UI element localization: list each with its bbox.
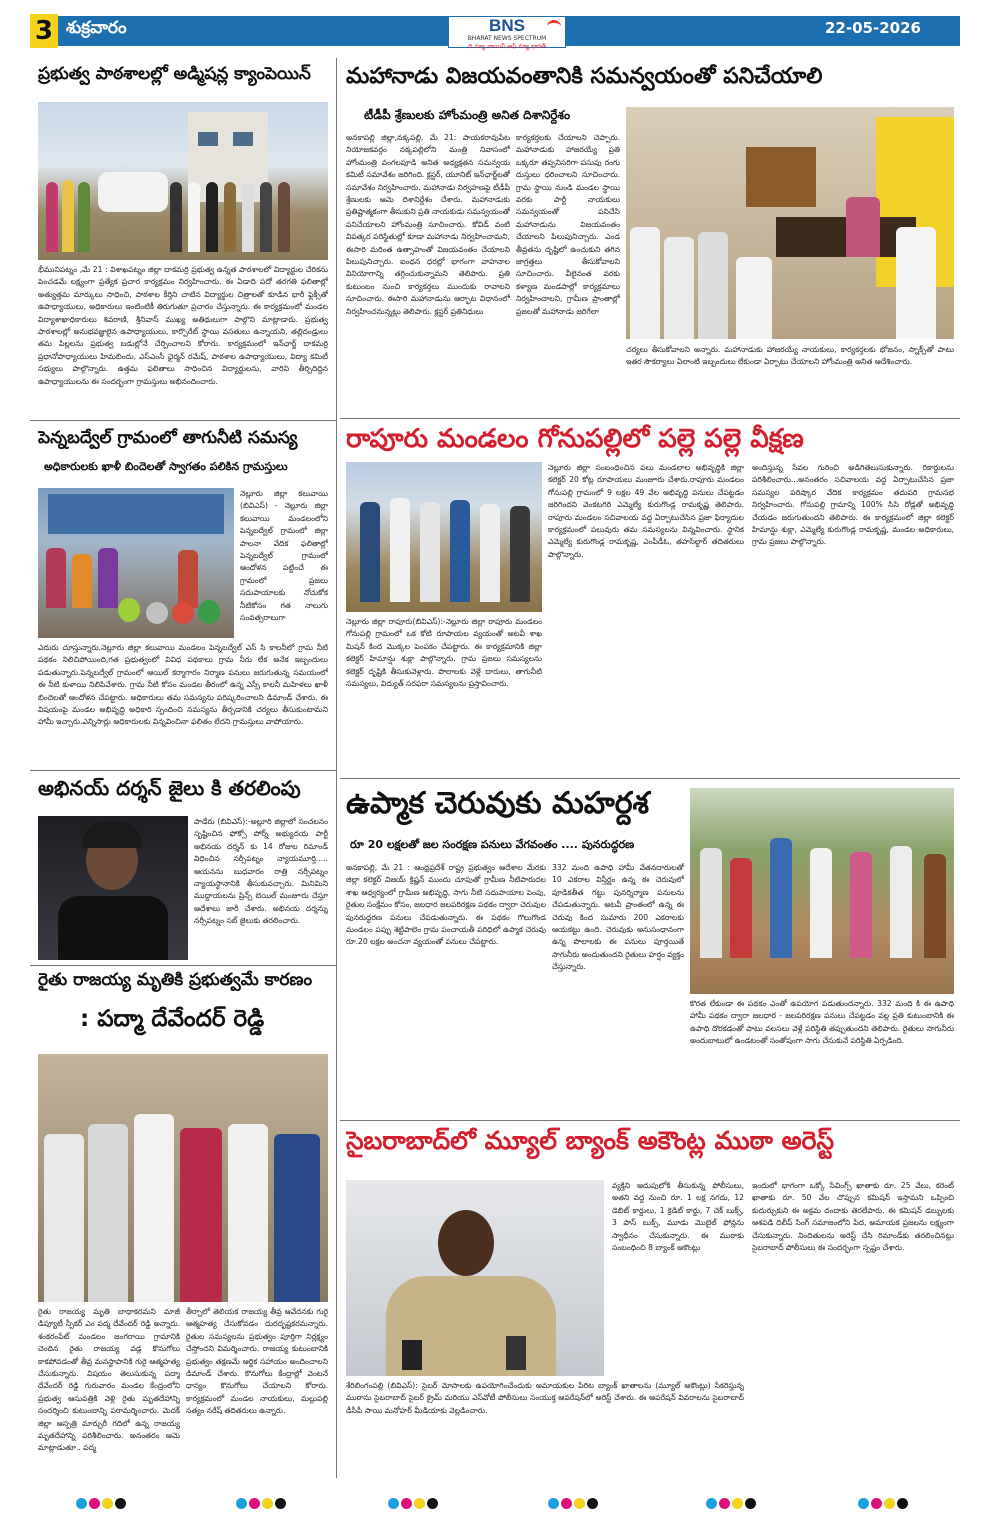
- article-admissions-body: భీమునిపట్నం ,మే 21 : విశాఖపట్నం జిల్లా దాకమర్రి ప్రభుత్వ ఉన్నత పాఠశాలలో విద్యార్థుల చేరికను పెంచడమే లక్ష్యంగా ప్రత్యేక ప్రచార కార్యక్రమం నిర్వహించారు. ఈ ఏడాది పదో తరగతి ఫలితాల్లో అత్యుత్తమ మార్కులు సాధించి, పాఠశాల కీర్తిని చాటిన విద్యార్థుల చిత్రాలతో కూడిన భారీ ఫ్లెక్సీతో ఉపాధ్యాయులు, అధికారులు ఇంటింటికీ తిరుగుతూ ప్రచారం చేస్తున్నారు. ఈ కార్యక్రమంలో మండల విద్యాశాఖాధికారులు శివరాణి, శ్రీనివాస్ ముఖ్య అతిథులుగా పాల్గొని మాట్లాడారు. ప్రభుత్వ పాఠశాలల్లో అనుభవజ్ఞులైన ఉపాధ్యాయులు, కార్పొరేట్ స్థాయి వసతులు ఉన్నాయని, తల్లిదండ్రులు తమ పిల్లలను ప్రభుత్వ బడుల్లోనే చేర్పించాలని కోరారు. కార్యక్రమంలో ఇన్‌ఛార్జ్ దాకమర్రి ప్రధానోపాధ్యాయులు హిమబిందు, ఎస్‌ఎంసీ ఛైర్మన్ రమేష్, పాఠశాల ఉపాధ్యాయులు, విద్యా కమిటీ సభ్యులు పాల్గొన్నారు. ఉత్తమ ఫలితాలు సాధించిన విద్యార్థులను, వారిని తీర్చిదిద్దిన ఉపాధ్యాయులను ఈ సందర్భంగా గ్రామస్తులు అభినందించారు.: [38, 265, 328, 386]
- photo-empty-pots-protest: [38, 488, 234, 638]
- logo-tagline: BHARAT NEWS SPECTRUM: [467, 35, 547, 42]
- registration-mark: [236, 1494, 292, 1508]
- headline-mahanadu: మహానాడు విజయవంతానికి సమన్వయంతో పనిచేయాలి: [346, 64, 823, 89]
- article-mahanadu-col2: కార్యకర్తలకు చేయాలని చెప్పారు. మహానాడుకు హాజరయ్యే ప్రతి ఒక్కరూ తప్పనిసరిగా పసుపు రంగు దుస్తులు ధరించాలని సూచించారు. గ్రామ స్థాయి నుండి మండల స్థాయి వరకు పార్టీ నాయకులు సమన్వయంతో పనిచేసి మహానాడును విజయవంతం చేయాలని పిలుపునిచ్చారు. ఎండ తీవ్రతను దృష్టిలో ఉంచుకుని తగిన జాగ్రత్తలు తీసుకోవాలని సూచించారు. వీలైనంత వరకు కళ్యాణ మండపాల్లో కార్యక్రమాలు నిర్వహించాలని, గ్రామీణ ప్రాంతాల్లో ప్రజలతో మహానాడు జరిగేలా: [516, 133, 620, 316]
- portrait-shirt: [58, 896, 168, 960]
- section-divider: [30, 420, 336, 421]
- registration-mark: [706, 1494, 762, 1508]
- microphone-icon: [506, 1336, 526, 1370]
- section-divider: [340, 1120, 960, 1121]
- article-cyberabad-col1: శేరిలింగంపల్లి (బివిఎస్): సైబర్ మోసాలకు ఉపయోగించేందుకు అమాయకుల పేరిట బ్యాంక్ ఖాతాలను (మ్యూల్ అకౌంట్లు) సేకరిస్తున్న ముఠాను సైబరాబాద్ సైబర్ క్రైమ్ మరియు ఎస్‌వోటీ పోలీసులు సంయుక్త ఆపరేషన్‌లో అరెస్ట్ చేశారు. ఈ ఆపరేషన్ వివరాలను సైబరాబాద్ డీసీపీ సాయి మనోహర్ మీడియాకు వెల్లడించారు.: [346, 1381, 744, 1415]
- headline-farmer-death: రైతు రాజయ్య మృతికి ప్రభుత్వమే కారణం: [38, 970, 313, 990]
- article-abhinay-body: పాడేరు (బివిఎస్):-అల్లూరి జిల్లాలో సంచలనం సృష్టించిన ఫోక్సో పోర్న్ అభ్యుదయ పార్టీ అభినయ దర్శన్ కు 14 రోజుల రిమాండ్ విధించిన నర్సీపట్నం న్యాయమూర్తి..... ఆయనను బుధవారం రాత్రి నర్సీపట్నం న్యాయస్థానానికి తీసుకువచ్చారు. మినిమిని ముద్దాయలను ప్రిన్స్ బెయిల్ మంజూరు చేస్తూ ఆదేశాలు జారీ చేశారు. అభినయ దర్శన్ను నర్సీపట్నం సబ్ జైలుకు తరలించారు.: [194, 817, 328, 926]
- logo-text: BNS: [489, 16, 525, 35]
- subhead-upmaka-tank: రూ 20 లక్షలతో జల సంరక్షణ పనులు వేగవంతం .... పునరుద్ధరణ: [350, 838, 635, 851]
- photo-school-campaign: [38, 102, 328, 260]
- article-water-body: ఎదురు చూస్తున్నారు,నెల్లూరు జిల్లా కలువాయి మండలం పెన్నబద్వేల్ ఎస్ సి కాలనీలో గ్రామ నీటి పథకం నిలిచిపోయింది,గత ప్రభుత్వంలో వివిధ పథకాలు గ్రామ నీరు లేక అనేక ఇబ్బందులు పడుతున్నారు.పెన్నబద్వేల్ గ్రామంలో ఆయిల్ కర్మాగారం నిర్మాణ పనులు జరుగుతున్న సమయంలో ఈ నీటి కుళాయి నిలిపివేశారు. గ్రామ నీటి కోసం మండల తీరంలో ఉన్న ఎస్సీ కాలనీ మహిళలు ఖాళీ బిందెలతో ఆందోళన చేపట్టారు. అధికారులు తమ సమస్యను పరిష్కరించాలని డిమాండ్ చేశారు. ఈ విషయంపై మండల అభివృద్ధి అధికారి స్పందించి సమస్యను తీర్చడానికి చర్యలు తీసుకుంటామని హామీ ఇచ్చారు.ఎన్నిసార్లు అధికారులకు విన్నవించినా ఫలితం లేదని గ్రామస్తులు వాపోయారు.: [38, 643, 328, 727]
- officer-head: [438, 1210, 494, 1276]
- subhead-mahanadu: టీడీపీ శ్రేణులకు హోంమంత్రి అనిత దిశానిర్దేశం: [364, 108, 571, 122]
- car: [98, 172, 168, 212]
- registration-mark: [548, 1494, 604, 1508]
- photo-rapur-inspection: [346, 462, 542, 612]
- article-mahanadu-col3: చర్యలు తీసుకోవాలని అన్నారు. మహానాడుకు హాజరయ్యే నాయకులు, కార్యకర్తలకు భోజనం, స్నాక్స్‌తో పాటు ఇతర సౌకర్యాలు ఏలాంటి ఇబ్బందులు లేకుండా ఏర్పాటు చేయాలని హోంమంత్రి అనిత ఆదేశించారు.: [626, 345, 954, 367]
- subhead-water-problem: అధికారులకు ఖాళీ బిందెలతో స్వాగతం పలికిన గ్రామస్తులు: [44, 460, 288, 473]
- water-pot: [172, 602, 194, 624]
- headline-admissions: ప్రభుత్వ పాఠశాలల్లో అడ్మిషన్ల క్యాంపెయిన్: [38, 64, 311, 84]
- subhead-farmer-death: : పద్మా దేవేందర్ రెడ్డి: [80, 1006, 265, 1032]
- article-upmaka-col1: అనకాపల్లి, మే 21 : ఆంధ్రప్రదేశ్ రాష్ట్ర ప్రభుత్వం ఆదేశాల మేరకు జిల్లా కలెక్టర్ విజయ్ క్రిష్ణన్ ముందు చూపుతో గ్రామీణ నీటిపారుదల శాఖ ఆధ్వర్యంలో గ్రామీణ అభివృద్ధి, సాగు నీటి సదుపాయాల పెంపు, రైతుల సంక్షేమం కోసం, జలధార జలపరిరక్షణ పథకం ద్వారా చెరువుల పునరుద్ధరణ పనులు చేపడుతున్నారు. ఈ పథకం గొలుగొండ మండలం పప్పు శెట్టిపాలెం గ్రామ పంచాయతీ పరిధిలో ఉప్మాక చెరువు రూ.20 లక్షల అంచనా వ్యయంతో పనులు చేపట్టారు.: [346, 863, 546, 947]
- article-mahanadu-col1: అనకాపల్లి జిల్లా,నక్కపల్లి, మే 21: పాయకరావుపేట నియోజకవర్గం నక్కపల్లిలోని మంత్రి నివాసంలో హోంమంత్రి వంగలపూడి అనిత అధ్యక్షతన సమన్వయ కమిటీ సమావేశం జరిగింది. క్లస్టర్, యూనిట్ ఇన్‌ఛార్జ్‌లతో సమావేశం నిర్వహించారు. మహానాడు నిర్వహణపై టీడీపీ శ్రేణులకు ఆమె దిశానిర్దేశం చేశారు. మహానాడుకు ప్రతిష్టాత్మకంగా తీసుకుని ప్రతి నాయకుడు సమన్వయంతో పనిచేయాలని హోంమంత్రి సూచించారు. కోవిడ్ వంటి విపత్కర పరిస్థితుల్లో కూడా మహానాడు నిర్వహించామని, ఈసారి మరింత ఉత్సాహంతో విజయవంతం చేయాలని పిలుపునిచ్చారు. ఐంధన ధరల్లో భాగంగా వాహనాల వినియోగాన్ని తగ్గించుకున్నామని తెలిపారు. ప్రతి కుటుంబం నుంచి కార్యకర్తలు ముందుకు రావాలని సూచించారు. ఈసారి మహానాడును ఆర్భాట విధానంలో నిర్వహించనున్నట్లు తెలిపారు. క్లస్టర్ ప్రతినిధులు: [346, 133, 510, 316]
- section-divider: [340, 778, 960, 779]
- article-rapur-col3: అందిస్తున్న సేవల గురించి అడిగితెలుసుకున్నారు. రికార్డులను పరిశీలించారు...అనంతరం సచివాలయ వద్ద ఏర్పాటుచేసిన ప్రజా సమస్యల పరిష్కార వేదిక కార్యక్రమం తదుపరి గ్రామసభ నిర్వహించారు. గోనుపల్లి గ్రామాన్ని 100% సిసి రోడ్లతో అభివృద్ధి చేయడం జరుగుతుందని తెలిపారు. ఈ కార్యక్రమంలో జిల్లా కలెక్టర్ హిమాన్షు శుక్లా, ఎమ్మెల్యే కురుగొండ్ల రామకృష్ణ, మండల అధికారులు, గ్రామ ప్రజలు పాల్గొన్నారు.: [752, 463, 954, 547]
- column-divider: [336, 58, 337, 1478]
- water-pot: [198, 600, 220, 624]
- article-rapur-col1: నెల్లూరు జిల్లా రాపూరు(బివిఎస్):-నెల్లూరు జిల్లా రాపూరు మండలం గోనుపల్లి గ్రామంలో ఒక కోటి రూపాయల వ్యయంతో అటవీ శాఖ మిషన్ కింద మొక్కల పెంపకం చేపట్టారు. ఈ కార్యక్రమానికి జిల్లా కలెక్టర్ హిమాన్షు శుక్లా పాల్గొన్నారు. గ్రామ ప్రజలు సమస్యలను కలెక్టర్ దృష్టికి తీసుకువెళ్లారు. పొలాలకు వెళ్లే దారులు, తాగునీటి సమస్యలు, విద్యుత్ సరఫరా సమస్యలను ప్రస్తావించారు.: [346, 617, 542, 689]
- headline-rapur: రాపూరు మండలం గోనుపల్లిలో పల్లె పల్లె వీక్షణ: [346, 424, 804, 454]
- headline-cyberabad: సైబరాబాద్‌లో మ్యూల్ బ్యాంక్ అకౌంట్ల ముఠా అరెస్ట్: [346, 1126, 835, 1155]
- logo-swoosh-icon: [547, 20, 561, 33]
- woman-saree: [180, 1128, 222, 1302]
- article-upmaka-col3: కొరత లేకుండా ఈ పథకం ఎంతో ఉపయోగ పడుతుందన్నారు. 332 మంది కి ఈ ఉపాధి హామీ పథకం ద్వారా జలధార - జలపరిరక్షణ పనులు చేపట్టడం వల్ల ప్రతి కుటుంబానికి ఈ ఉపాధి దొరకడంతో పాటు వలసలు వెళ్లే పరిస్థితి తప్పుతుందని తెలిపారు. రైతులు సాగునీరు అందుబాటులో ఉండటంతో సంతోషంగా సాగు చేసుకునే పరిస్థితి ఏర్పడింది.: [690, 999, 954, 1046]
- photo-police-press-meet: [346, 1180, 604, 1376]
- registration-mark: [76, 1494, 132, 1508]
- logo-subline: ది న్యూ వాయిస్ ఆఫ్ న్యూ భారత్: [468, 43, 546, 50]
- section-divider: [30, 965, 336, 966]
- microphone-icon: [402, 1340, 422, 1370]
- headline-abhinay-jail: అభినయ్ దర్శన్ జైలు కి తరలింపు: [38, 776, 301, 800]
- section-divider: [340, 418, 960, 419]
- section-divider: [30, 770, 336, 771]
- photo-farmer-visit: [38, 1054, 328, 1302]
- newspaper-logo: [448, 16, 566, 48]
- photo-mahanadu-meeting: [626, 107, 954, 339]
- headline-water-problem: పెన్నబద్వేల్ గ్రామంలో తాగునీటి సమస్య: [38, 428, 298, 448]
- article-water-side: నెల్లూరు జిల్లా కలువాయి (బివిఎస్) - నెల్లూరు జిల్లా కలువాయి మండలంలోని పెన్నబద్వేల్ గ్రామంలో జిల్లా పాలనా వేదిక ఫలితాల్లో పెన్నబద్వేల్ గ్రామంలో ఆందోళన పట్టించే ఈ గ్రామంలో ప్రజలు సదుపాయాలకు నోచుకోక నీటికోసం గత నాలుగు సంవత్సరాలుగా: [240, 489, 328, 623]
- article-cyberabad-col2: ఇందులో భాగంగా ఒక్కో సేవింగ్స్ ఖాతాకు రూ. 25 వేలు, కరెంట్ ఖాతాకు రూ. 50 వేల చొప్పున కమిషన్ ఇస్తామని ఒప్పించి కుదుర్చుకుని ఈ అక్రమ దందాకు తెరలేపారు. ఈ కమిషన్ డబ్బులకు ఆశపడి దిలీప్ సింగ్ సమాజంలోని పేద, అమాయక ప్రజలను లక్ష్యంగా చేసుకున్నారు. నిందితులను అరెస్ట్ చేసి రిమాండ్‌కు తరలించినట్లు సైబరాబాద్ పోలీసులు ఈ సందర్భంగా స్పష్టం చేశారు.: [752, 1181, 954, 1253]
- headline-upmaka-tank: ఉప్మాక చెరువుకు మహర్దశ: [346, 786, 650, 821]
- article-upmaka-col2: 332 మంది ఉపాధి హామీ వేతనదారులతో 10 ఎకరాల విస్తీర్ణం ఉన్న ఈ చెరువులో పూడికతీత గట్టు పున‌ర్నిర్మాణ పనులను చేపడుతున్నారు. అటవీ ప్రాంతంలో ఉన్న ఈ చెరువు కింద సుమారు 200 ఎకరాలకు ఆయకట్టు ఉంది. చెరువుకు అనుసంధానంగా ఉన్న పొలాలకు ఈ పనులు పూర్తయితే సాగునీరు అందుతుందని రైతులు హర్షం వ్యక్తం చేస్తున్నారు.: [552, 863, 684, 972]
- article-farmer-col2: తీర్చాలో తెలియక రాజయ్య తీవ్ర ఆవేదనకు గురై ఆత్మహత్య చేసుకోవడం దురదృష్టకరమన్నారు. రైతుల సమస్యలను ప్రభుత్వం పూర్తిగా నిర్లక్ష్యం చేస్తోందని విమర్శించారు. రాజయ్య కుటుంబానికి ప్రభుత్వం తక్షణమే ఆర్థిక సహాయం అందించాలని డిమాండ్ చేశారు. కొనుగోలు కేంద్రాల్లో వెంటనే ధాన్యం కొనుగోలు చేయాలని కోరారు. కార్యక్రమంలో మండల నాయకులు, మల్లుపల్లి సత్యం నరేష్ తదితరులు ఉన్నారు.: [186, 1307, 328, 1416]
- photo-abhinay-darshan: [38, 816, 188, 960]
- page-number: 3: [30, 14, 58, 48]
- article-cyberabad-side: వ్యక్తిని అదుపులోకి తీసుకున్న పోలీసులు, అతని వద్ద నుంచి రూ. 1 లక్ష నగదు, 12 డెబిట్ కార్డులు, 1 క్రెడిట్ కార్డు, 7 చెక్ బుక్స్, 3 పాస్ బుక్స్, మూడు మొబైల్ ఫోన్లను స్వాధీనం చేసుకున్నారు. ఈ ముఠాకు సంబంధించి 8 బ్యాంక్ అకౌంట్లు: [612, 1181, 744, 1253]
- water-pot: [146, 602, 168, 624]
- article-rapur-col2: నెల్లూరు జిల్లా సంబంధించిన పలు మండలాల అభివృద్ధికి జిల్లా కలెక్టర్ 20 కోట్ల రూపాయలు మంజూరు చేశారు.రాపూరు మండలం గోనుపల్లి గ్రామంలో 9 లక్షల 49 వేల అభివృద్ధి పనులు చేపట్టడం జరిగిందని వెంకటగిరి ఎమ్మెల్యే కురుగొండ్ల రామకృష్ణ తెలిపారు. రాపూరు మండలం సచివాలయ వద్ద ఏర్పాటుచేసిన ప్రజా ఫిర్యాదుల కార్యక్రమంలో పలువురు తమ సమస్యలను విన్నవించారు. స్థానిక ఎమ్మెల్యే కురుగొండ్ల రామకృష్ణ, ఎంపీడీఓ, తహసిల్దార్ తదితరులు పాల్గొన్నారు.: [548, 463, 744, 559]
- photo-upmaka-works: [690, 788, 954, 994]
- issue-date: 22-05-2026: [825, 19, 921, 37]
- water-pot: [118, 598, 140, 622]
- registration-mark: [388, 1494, 444, 1508]
- article-farmer-col1: రైతు రాజయ్య మృతి బాధాకరమని మాజీ డిప్యూటీ స్పీకర్ ఎం పద్మ దేవేందర్ రెడ్డి అన్నారు. శంకరంపేట్ మండలం జంగరాయి గ్రామానికి చెందిన రైతు రాజయ్య వడ్ల కొనుగోలు కాకపోవడంతో తీవ్ర మనస్థాపానికి గురై ఆత్మహత్య చేసుకున్నారు. విషయం తెలుసుకున్న పద్మా దేవేందర్ రెడ్డి గురువారం మండల కేంద్రంలోని ప్రభుత్వ ఆసుపత్రికి వెళ్లి రైతు మృతదేహాన్ని సందర్శించి కుటుంబాన్ని పరామర్శించారు. మెదక్ జిల్లా ఆస్పత్రి మార్చురీ గదిలో ఉన్న రాజయ్య మృతదేహాన్ని పరిశీలించారు. అనంతరం ఆమె మాట్లాడుతూ.. పద్మ: [38, 1307, 180, 1453]
- registration-mark: [858, 1494, 914, 1508]
- day-name: శుక్రవారం: [66, 18, 127, 38]
